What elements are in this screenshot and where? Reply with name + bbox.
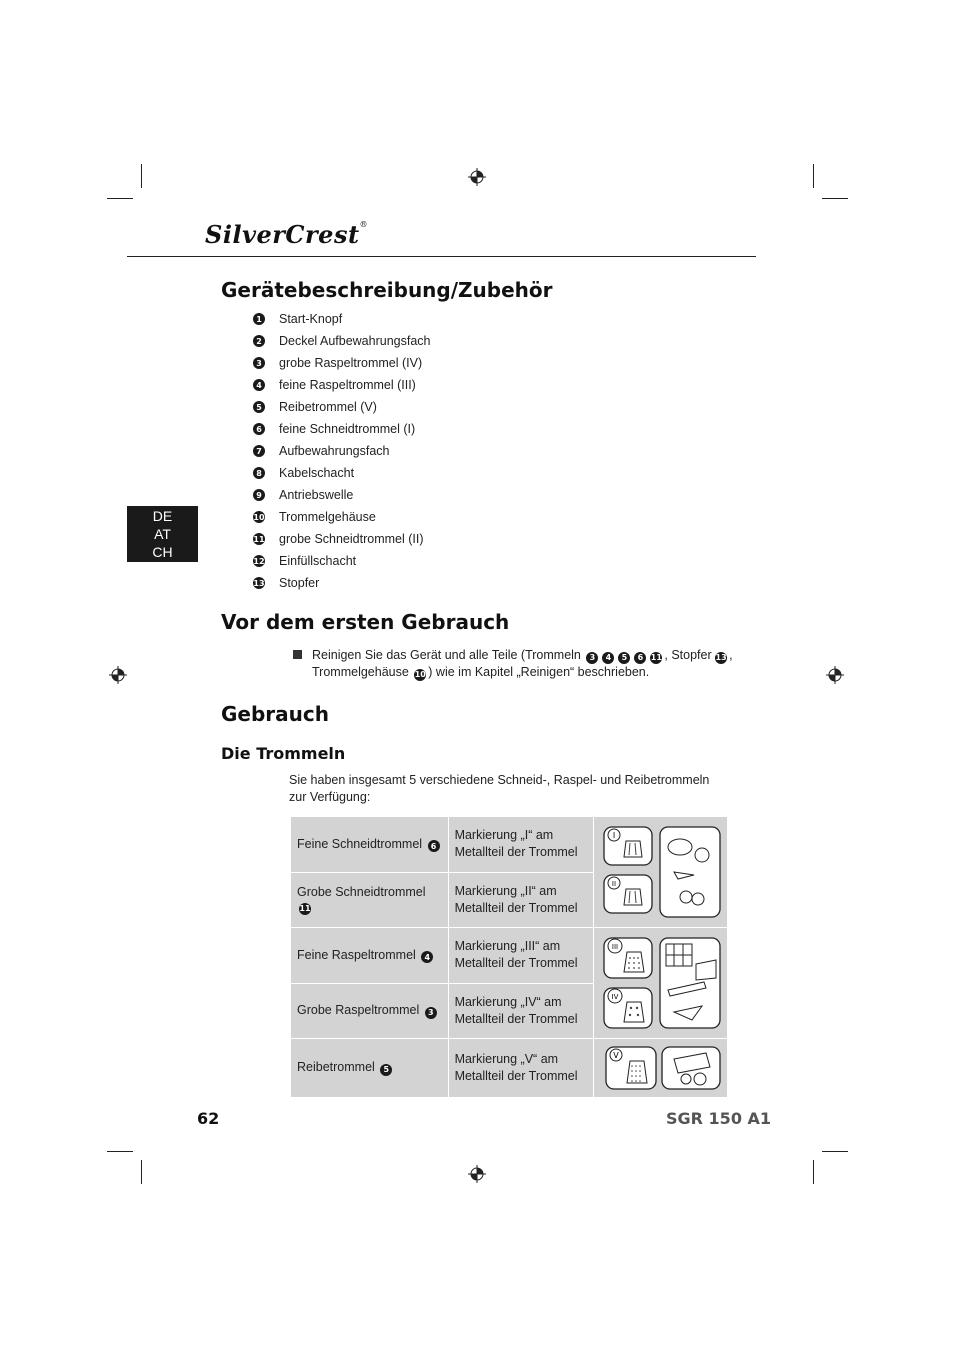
list-item [253,462,430,484]
crop-mark [141,164,142,188]
list-item [253,506,430,528]
subheading-drums: Die Trommeln [221,744,346,763]
item-number-badge: 10 [253,512,265,522]
list-item [253,396,430,418]
item-label: Deckel Aufbewahrungsfach [279,334,431,348]
reibe-drum-illustration [593,1039,727,1098]
crop-mark [822,1151,848,1152]
parts-list [253,308,430,594]
drum-mark-label: III [611,943,619,951]
list-item [253,528,430,550]
crop-mark [141,1160,142,1184]
ref-badge: 3 [586,652,598,664]
item-number-badge: 3 [253,357,265,369]
page-number: 62 [197,1109,220,1128]
drum-mark-label: IV [611,993,619,1001]
registration-mark-icon [468,1165,486,1183]
bullet-text: , Stopfer [664,648,712,662]
crop-mark [107,1151,133,1152]
list-item [253,484,430,506]
list-item [253,330,430,352]
drum-mark-cell: Markierung „IV“ am Metallteil der Trommel [448,983,593,1039]
item-number-badge: 6 [253,423,265,435]
bullet-text: , Trommelgehäuse [312,648,733,679]
bullet-text: Reinigen Sie das Gerät und alle Teile (Trommeln [312,648,581,662]
item-number-badge: 2 [253,335,265,347]
item-label: Trommelgehäuse [279,510,376,524]
language-tab [127,506,198,562]
bullet-text: ) wie im Kapitel „Reinigen“ beschrieben. [428,665,650,679]
language-code: CH [152,544,173,560]
item-number-badge: 5 [253,401,265,413]
drum-mark-cell: Markierung „II“ am Metallteil der Trommel [448,872,593,928]
drums-table [290,816,728,1098]
slicing-drums-illustration [593,817,727,928]
ref-badge: 4 [602,652,614,664]
item-number-badge: 1 [253,313,265,325]
item-label: grobe Schneidtrommel (II) [279,532,424,546]
section-heading-usage: Gebrauch [221,702,329,726]
item-number-badge: 11 [253,534,265,544]
ref-badge: 11 [650,653,662,662]
brand-logo: SilverCrest® [205,220,369,249]
bullet-square-icon [293,650,302,659]
drum-name-cell: Reibetrommel 5 [291,1039,449,1098]
item-label: Reibetrommel (V) [279,400,377,414]
drum-mark-cell: Markierung „I“ am Metallteil der Trommel [448,817,593,873]
item-label: Kabelschacht [279,466,355,480]
crop-mark [813,164,814,188]
ref-badge: 5 [618,652,630,664]
ref-badge: 11 [299,904,311,913]
item-label: feine Schneidtrommel (I) [279,422,416,436]
language-code: AT [154,526,171,542]
item-number-badge: 13 [253,578,265,588]
ref-badge: 4 [421,951,433,963]
section-heading-description: Gerätebeschreibung/Zubehör [221,278,553,302]
table-row [291,928,728,984]
ref-badge: 6 [428,840,440,852]
crop-mark [107,198,133,199]
ref-badge: 13 [715,653,727,662]
drum-name-cell: Grobe Raspeltrommel 3 [291,983,449,1039]
list-item [253,352,430,374]
registration-mark-icon [109,666,127,684]
item-number-badge: 9 [253,489,265,501]
item-label: Start-Knopf [279,312,343,326]
ref-badge: 10 [414,670,426,679]
section-heading-first-use: Vor dem ersten Gebrauch [221,610,510,634]
registration-mark-icon [826,666,844,684]
item-number-badge: 8 [253,467,265,479]
list-item [253,550,430,572]
drum-name-cell: Feine Raspeltrommel 4 [291,928,449,984]
item-number-badge: 4 [253,379,265,391]
list-item [253,374,430,396]
list-item [253,440,430,462]
item-number-badge: 12 [253,556,265,566]
drum-name-cell: Grobe Schneidtrommel 11 [291,872,449,928]
list-item [253,572,430,594]
list-item [253,308,430,330]
item-label: feine Raspeltrommel (III) [279,378,416,392]
list-item [253,418,430,440]
grating-drums-illustration [593,928,727,1039]
table-row [291,817,728,873]
intro-paragraph: Sie haben insgesamt 5 verschiedene Schneid-, Raspel- und Reibetrommeln zur Verfügung: [289,773,710,804]
instruction-bullet [293,647,733,681]
item-label: Antriebswelle [279,488,354,502]
item-label: Aufbewahrungsfach [279,444,390,458]
item-number-badge: 7 [253,445,265,457]
ref-badge: 3 [425,1007,437,1019]
table-row [291,1039,728,1098]
drum-mark-label: II [611,880,617,888]
drum-mark-label: V [613,1051,619,1060]
ref-badge: 5 [380,1064,392,1076]
drum-mark-cell: Markierung „V“ am Metallteil der Trommel [448,1039,593,1098]
registration-mark-icon [468,168,486,186]
ref-badge: 6 [634,652,646,664]
drum-mark-cell: Markierung „III“ am Metallteil der Trommel [448,928,593,984]
language-code: DE [152,508,173,524]
model-name: SGR 150 A1 [666,1109,772,1128]
header-rule [127,256,756,257]
item-label: grobe Raspeltrommel (IV) [279,356,423,370]
drum-mark-label: I [612,831,616,840]
item-label: Einfüllschacht [279,554,357,568]
crop-mark [822,198,848,199]
crop-mark [813,1160,814,1184]
item-label: Stopfer [279,576,320,590]
drum-name-cell: Feine Schneidtrommel 6 [291,817,449,873]
